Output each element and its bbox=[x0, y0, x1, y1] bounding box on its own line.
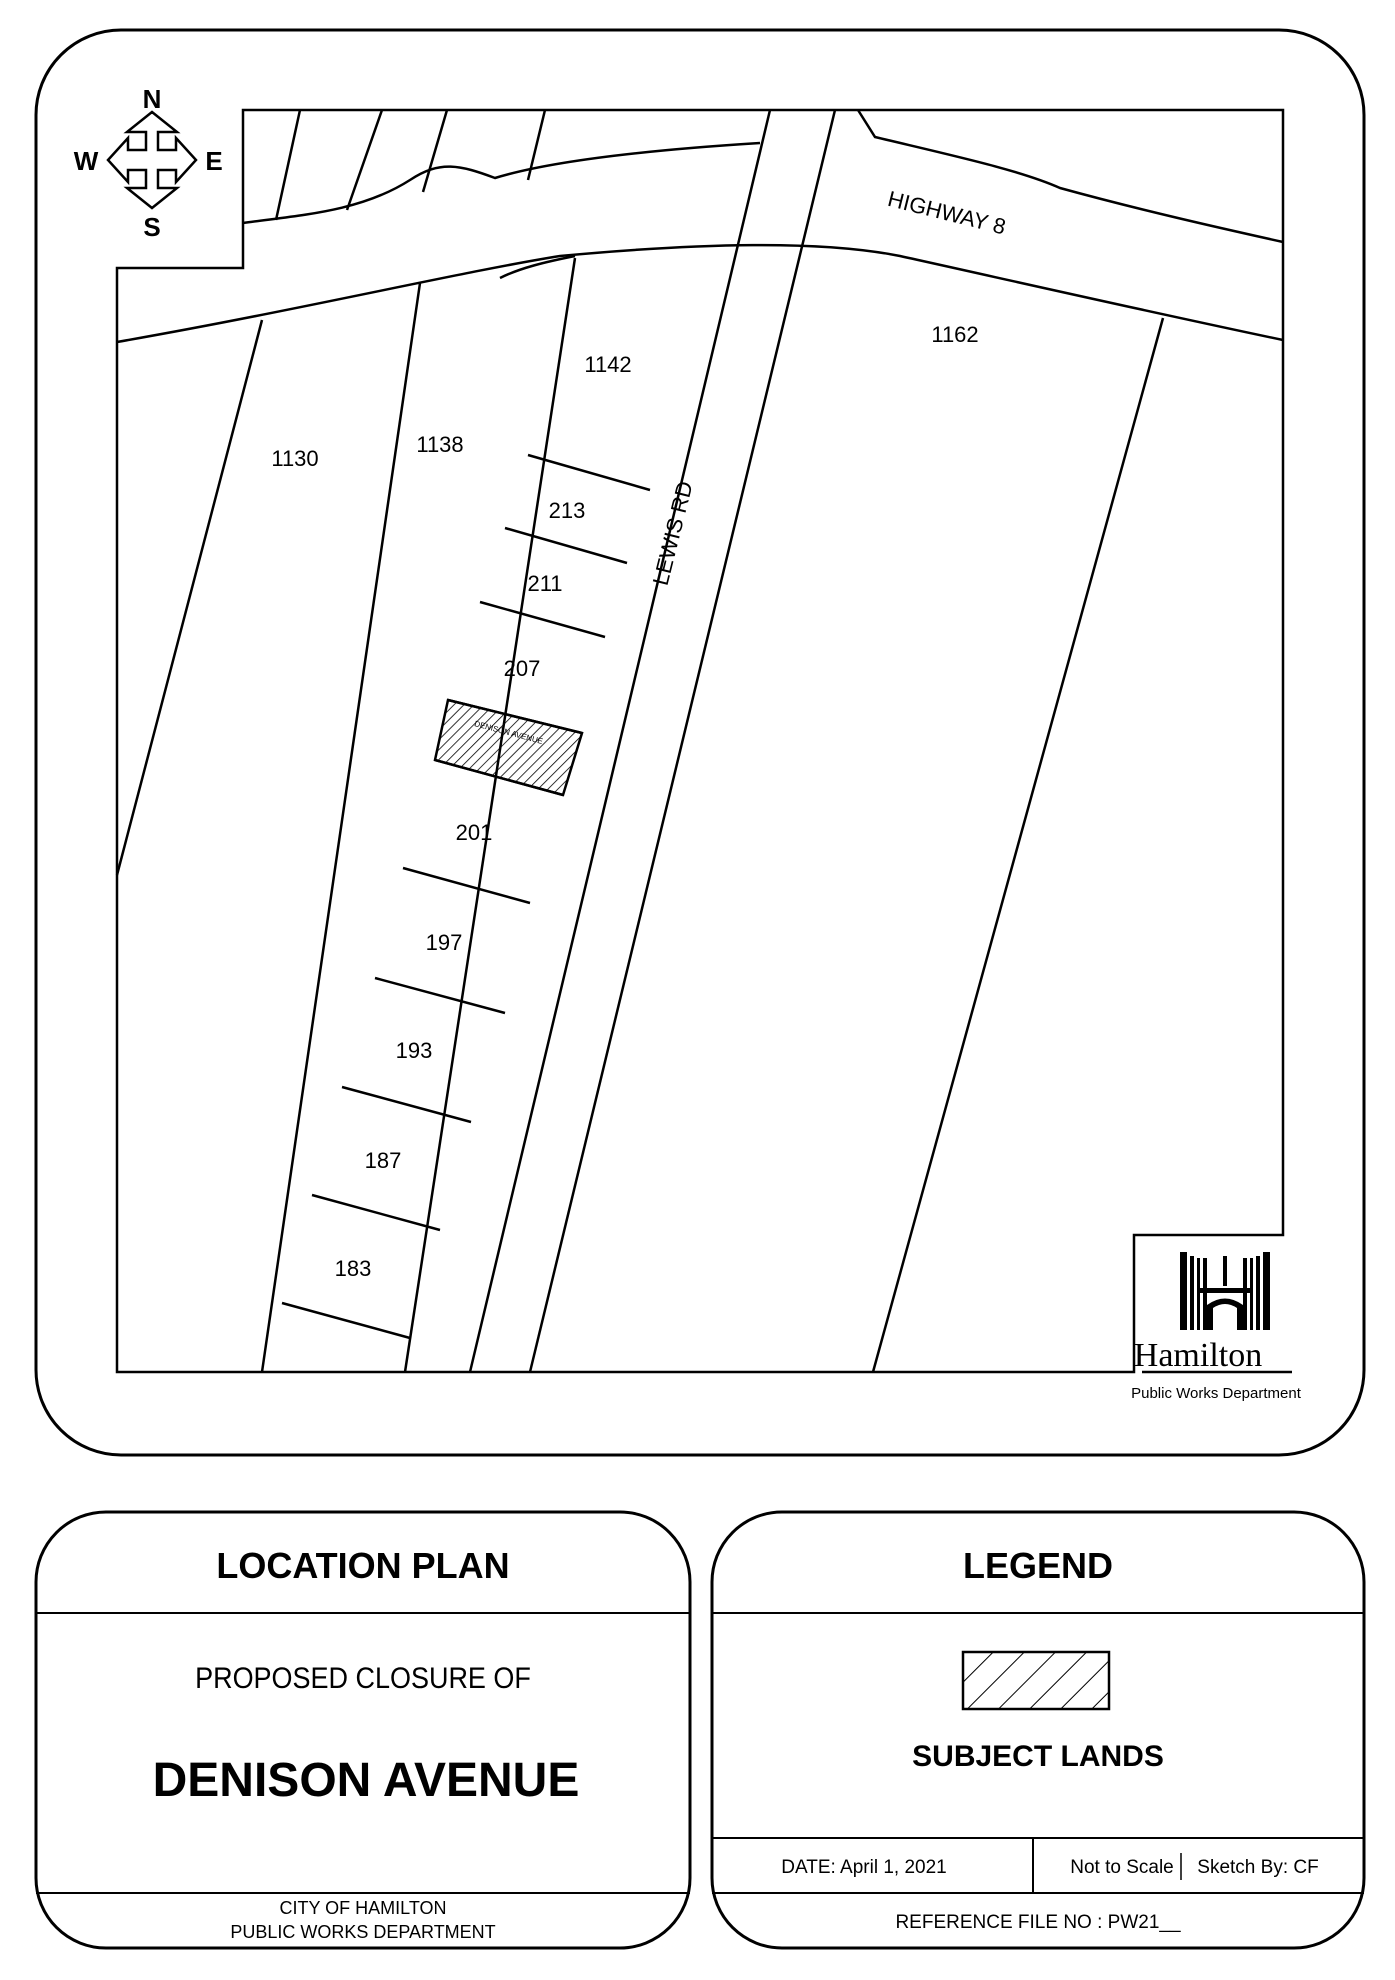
highway-8-label: HIGHWAY 8 bbox=[885, 186, 1009, 240]
map-frame bbox=[36, 30, 1364, 1455]
compass-west: W bbox=[73, 146, 99, 176]
map-linework bbox=[117, 110, 1283, 1372]
location-plan-box bbox=[36, 1512, 690, 1948]
lot-207-label: 207 bbox=[503, 656, 541, 681]
hamilton-gate-icon bbox=[1180, 1252, 1270, 1330]
lot-197-label: 197 bbox=[425, 930, 463, 955]
legend-sketch-by: Sketch By: CF bbox=[1197, 1857, 1319, 1878]
lewis-rd-label: LEWIS RD bbox=[647, 478, 698, 588]
public-works-text: PUBLIC WORKS DEPARTMENT bbox=[230, 1922, 496, 1942]
lot-201-label: 201 bbox=[455, 820, 493, 845]
map-boundary bbox=[117, 110, 1283, 1372]
lot-1142-label: 1142 bbox=[584, 352, 632, 377]
lot-1138-label: 1138 bbox=[416, 432, 464, 457]
legend-date: DATE: April 1, 2021 bbox=[781, 1857, 947, 1878]
hamilton-logo-department: Public Works Department bbox=[1131, 1385, 1301, 1402]
subject-lands-label: SUBJECT LANDS bbox=[912, 1740, 1164, 1773]
compass-south: S bbox=[143, 212, 161, 242]
hamilton-logo bbox=[1131, 1252, 1302, 1402]
lot-187-label: 187 bbox=[364, 1148, 402, 1173]
lot-183-label: 183 bbox=[334, 1256, 372, 1281]
compass-east: E bbox=[205, 146, 223, 176]
reference-file-number: REFERENCE FILE NO : PW21__ bbox=[895, 1912, 1181, 1933]
hamilton-logo-name: Hamilton bbox=[1133, 1337, 1263, 1374]
proposed-closure-text: PROPOSED CLOSURE OF bbox=[195, 1661, 531, 1696]
compass-rose bbox=[74, 84, 223, 242]
denison-avenue-map-label: DENISON AVENUE bbox=[473, 719, 544, 747]
lot-193-label: 193 bbox=[395, 1038, 433, 1063]
compass-arrows-icon bbox=[108, 112, 196, 208]
location-plan-title: LOCATION PLAN bbox=[216, 1545, 510, 1586]
lot-213-label: 213 bbox=[548, 498, 586, 523]
subject-lands-hatched-area bbox=[435, 700, 582, 795]
lot-1130-label: 1130 bbox=[271, 446, 319, 471]
legend-hatch-swatch bbox=[963, 1652, 1109, 1709]
legend-title: LEGEND bbox=[962, 1545, 1114, 1586]
lot-211-label: 211 bbox=[527, 571, 563, 596]
legend-scale: Not to Scale bbox=[1070, 1857, 1174, 1878]
lot-1162-label: 1162 bbox=[931, 322, 979, 347]
compass-north: N bbox=[142, 84, 162, 114]
street-name-text: DENISON AVENUE bbox=[152, 1754, 580, 1807]
city-of-hamilton-text: CITY OF HAMILTON bbox=[279, 1898, 447, 1918]
legend-box bbox=[712, 1512, 1364, 1948]
